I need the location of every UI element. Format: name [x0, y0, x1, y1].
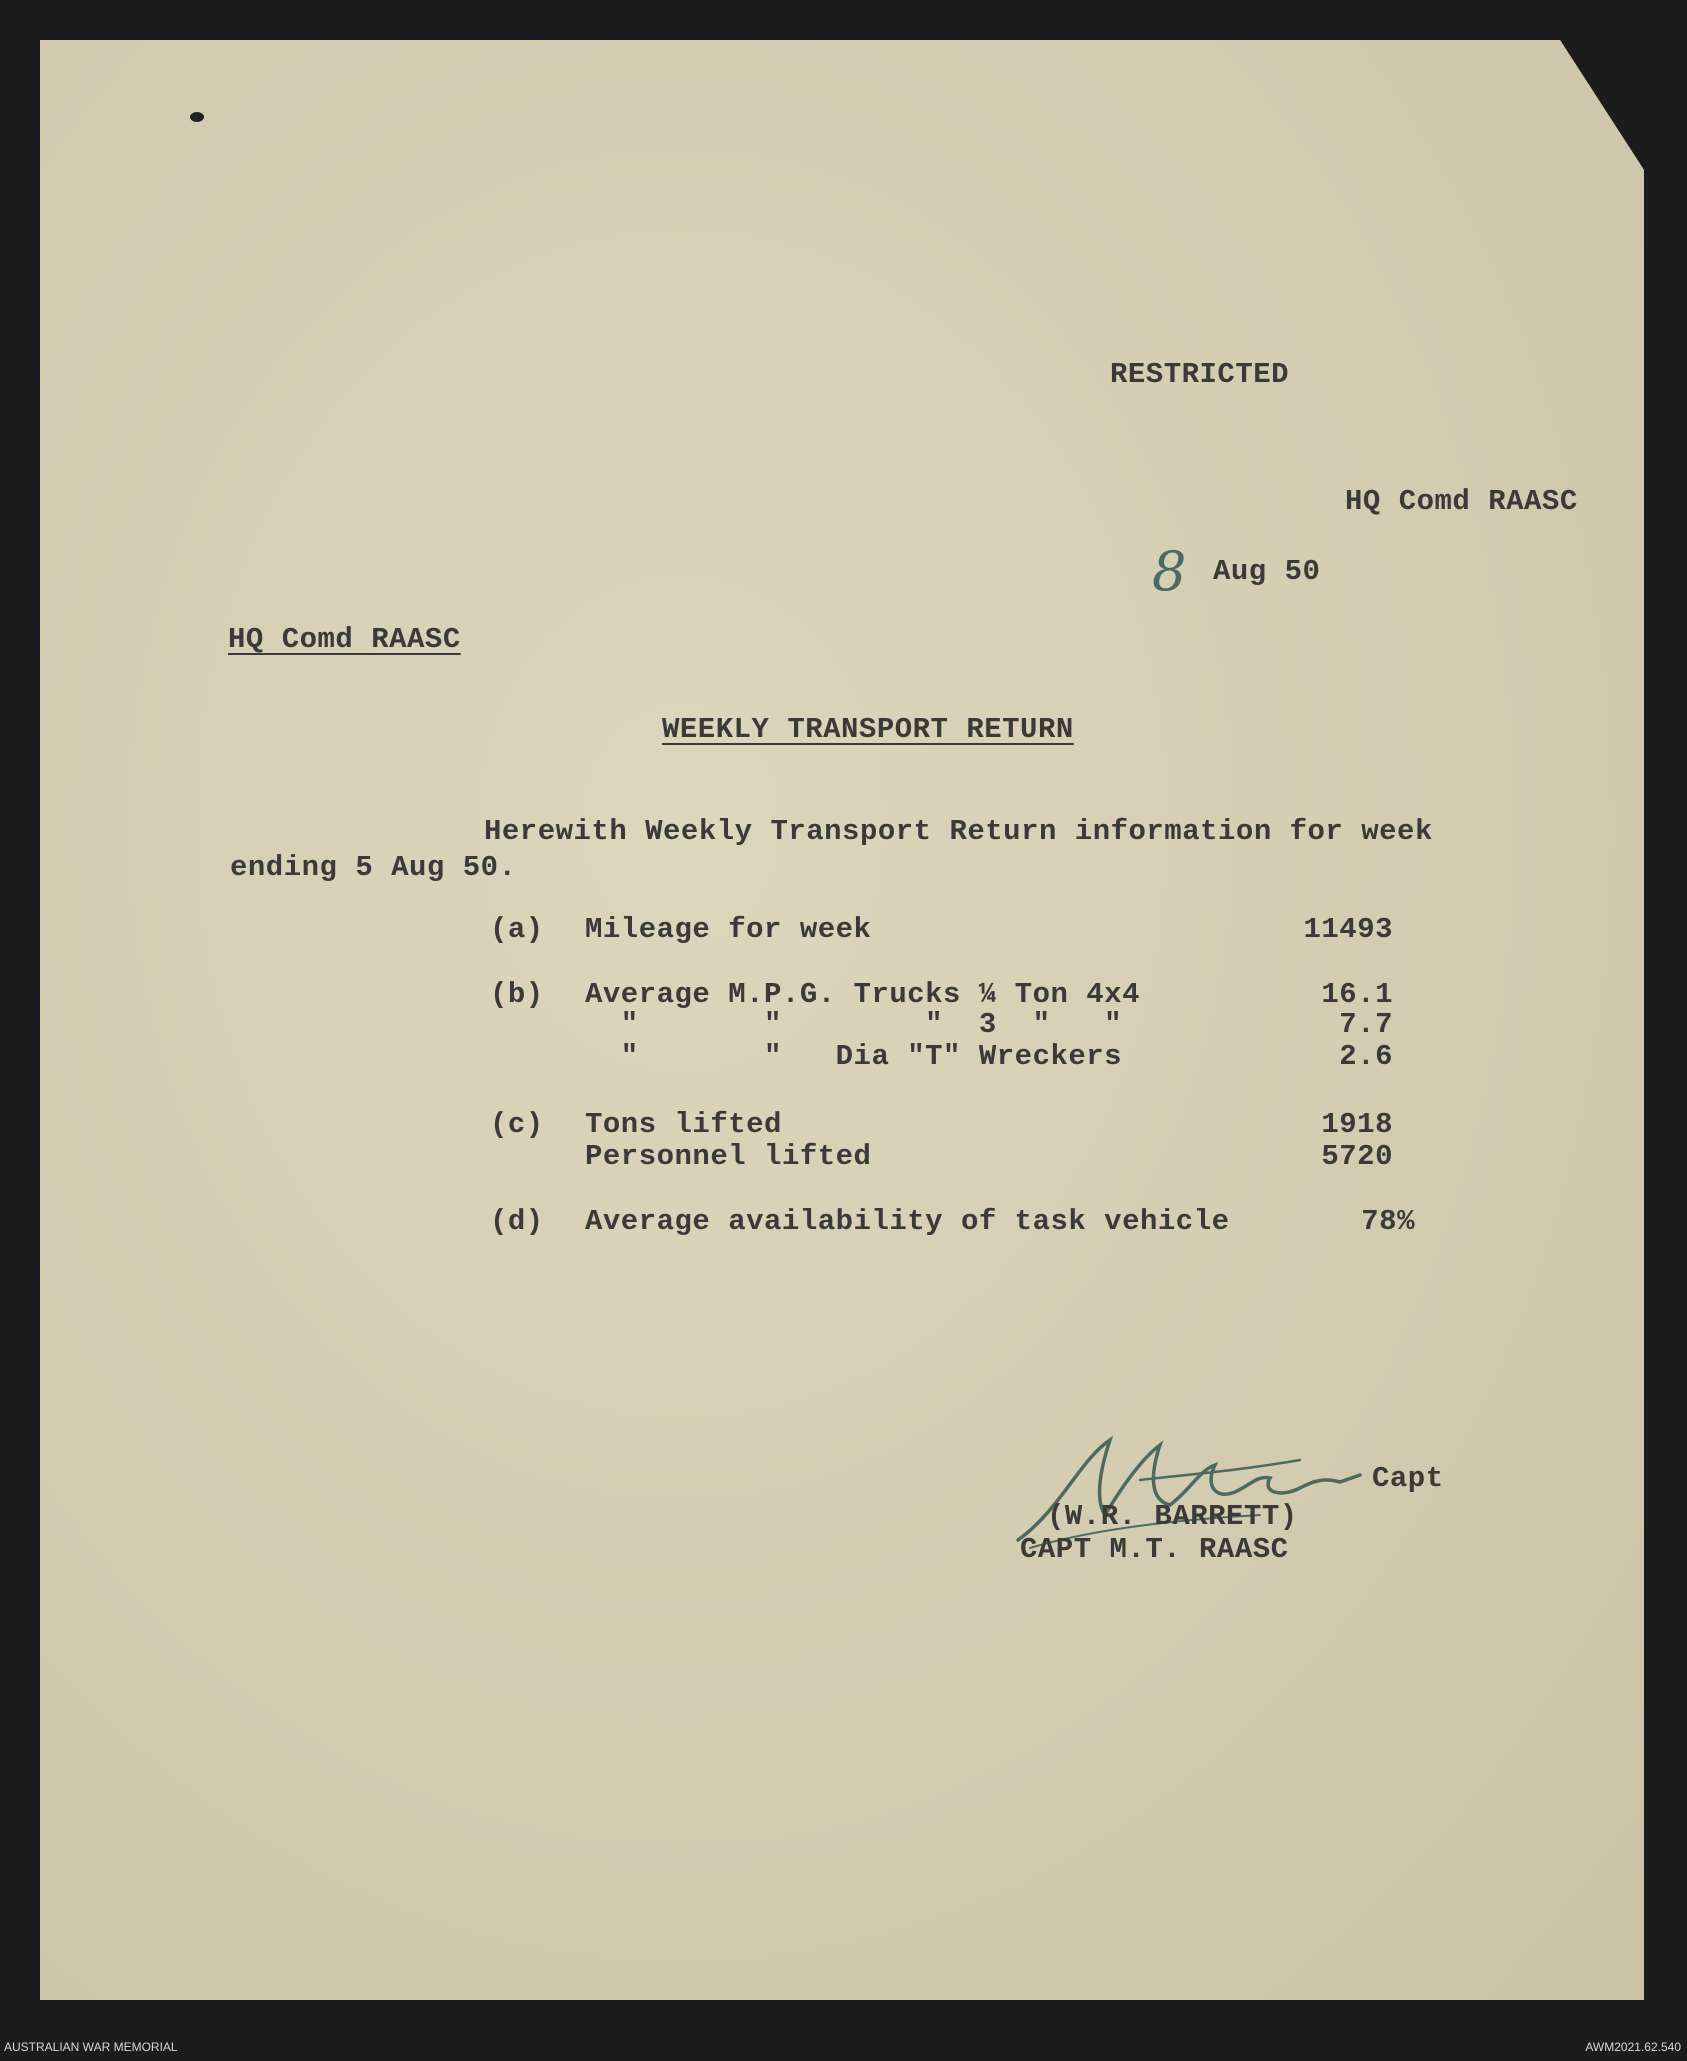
item-b-row1-label: Average M.P.G. Trucks ¼ Ton 4x4	[585, 978, 1140, 1011]
item-c-row1-value: 1918	[1321, 1108, 1393, 1141]
intro-line-2: ending 5 Aug 50.	[230, 851, 517, 884]
letter-date: Aug 50	[1213, 555, 1321, 588]
sender-unit: HQ Comd RAASC	[1345, 485, 1578, 518]
document-title: WEEKLY TRANSPORT RETURN	[662, 713, 1074, 746]
item-b-row1-value: 16.1	[1321, 978, 1393, 1011]
item-c-row1-label: Tons lifted	[585, 1108, 782, 1141]
item-b-row3-value: 2.6	[1339, 1040, 1393, 1073]
classification-label: RESTRICTED	[1110, 358, 1290, 391]
intro-line-1: Herewith Weekly Transport Return information for week	[484, 815, 1433, 848]
signatory-title: CAPT M.T. RAASC	[1020, 1533, 1289, 1566]
item-a-letter: (a)	[490, 913, 544, 946]
item-d-value: 78%	[1361, 1205, 1415, 1238]
item-a-label: Mileage for week	[585, 913, 872, 946]
signatory-name: (W.R. BARRETT)	[1047, 1500, 1298, 1533]
footer-accession-number: AWM2021.62.540	[1585, 2040, 1681, 2054]
item-b-letter: (b)	[490, 978, 544, 1011]
item-c-row2-label: Personnel lifted	[585, 1140, 872, 1173]
item-c-row2-value: 5720	[1321, 1140, 1393, 1173]
addressee: HQ Comd RAASC	[228, 623, 461, 656]
item-c-letter: (c)	[490, 1108, 544, 1141]
signature-rank-suffix: Capt	[1372, 1462, 1444, 1495]
item-d-label: Average availability of task vehicle	[585, 1205, 1230, 1238]
item-a-value: 11493	[1303, 913, 1393, 946]
handwritten-day: 8	[1152, 540, 1187, 603]
item-b-row3-label: " " Dia "T" Wreckers	[585, 1040, 1123, 1073]
footer-institution: AUSTRALIAN WAR MEMORIAL	[4, 2040, 178, 2054]
ink-spot	[190, 112, 204, 122]
item-b-row2-value: 7.7	[1339, 1008, 1393, 1041]
item-b-row2-label: " " " 3 " "	[585, 1008, 1123, 1041]
item-d-letter: (d)	[490, 1205, 544, 1238]
